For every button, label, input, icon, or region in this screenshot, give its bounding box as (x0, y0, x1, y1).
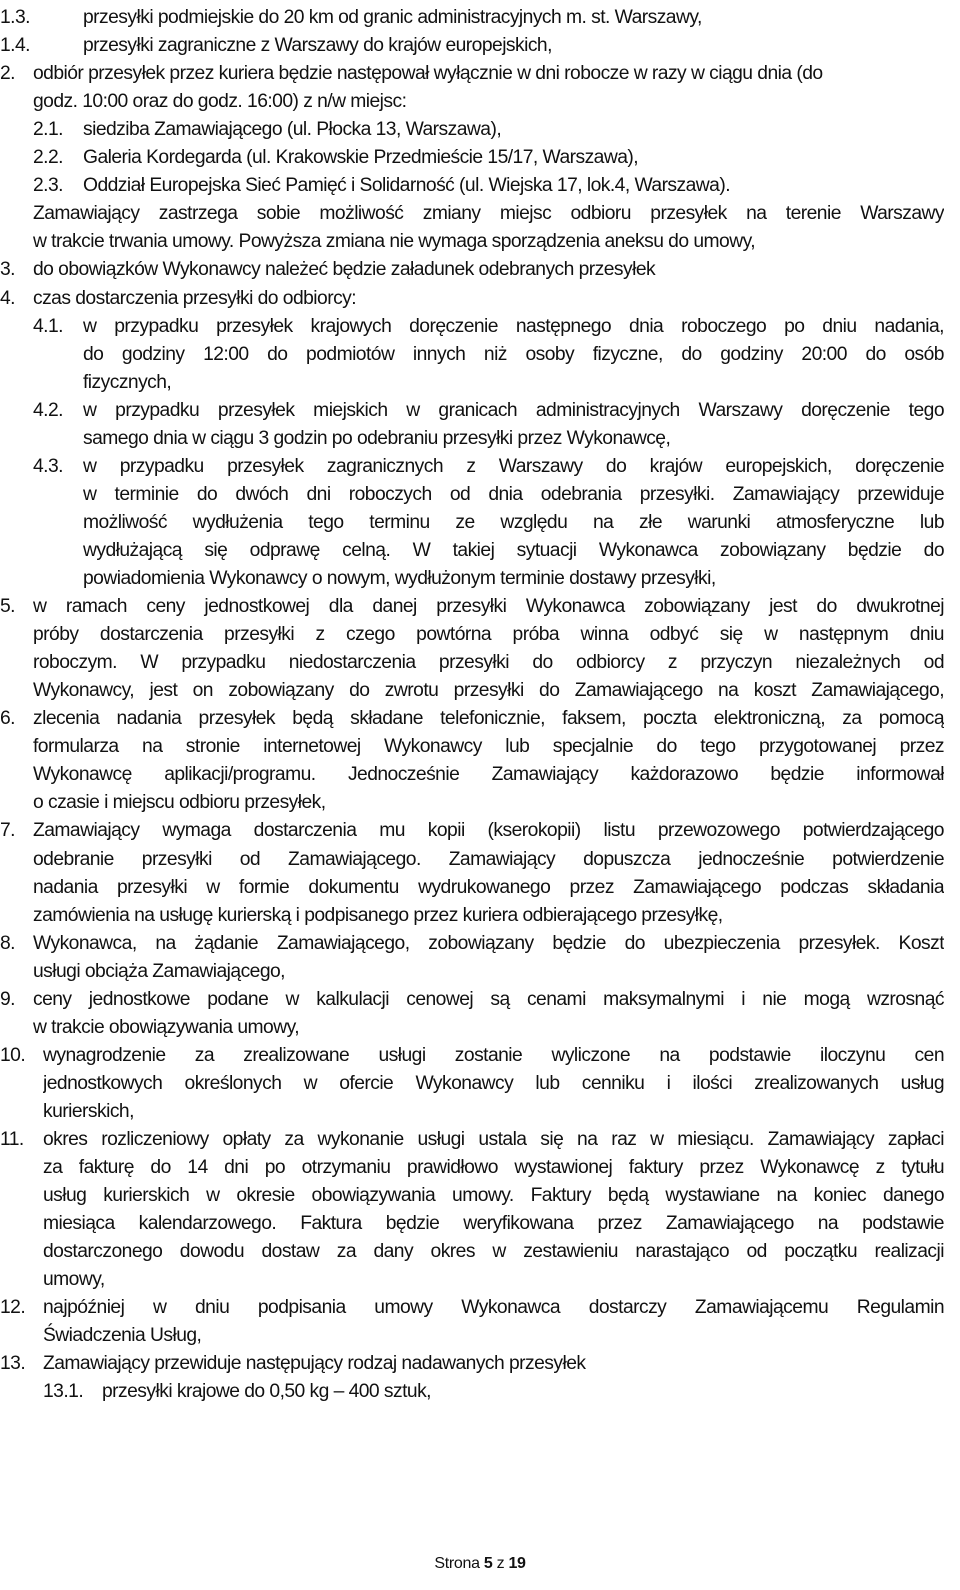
line-text: czas dostarczenia przesyłki do odbiorcy: (33, 287, 357, 309)
line-text: wydłużającą się odprawę celną. W takiej sytuacji Wykonawca zobowiązany będzie do (83, 539, 944, 561)
line-text: powiadomienia Wykonawcy o nowym, wydłużonym terminie dostawy przesyłki, (83, 568, 716, 589)
footer-prefix: Strona (434, 1555, 480, 1572)
line-text: miesiąca kalendarzowego. Faktura będzie weryfikowana przez Zamawiającego na podstawie (43, 1213, 944, 1235)
line-text: Wykonawca, na żądanie Zamawiającego, zobowiązany będzie do ubezpieczenia przesyłek. Koszt (33, 932, 944, 954)
item-number: 2.2. (33, 147, 63, 169)
item-number: 4.1. (33, 315, 63, 337)
item-number: 8. (0, 932, 15, 954)
line-text: w terminie do dwóch dni roboczych od dnia odebrania przesyłki. Zamawiający przewiduje (83, 483, 944, 505)
line-text: Zamawiający wymaga dostarczenia mu kopii (kserokopii) listu przewozowego potwierdzającego (33, 820, 944, 842)
footer-separator: z (496, 1555, 505, 1572)
item-number: 13.1. (43, 1381, 84, 1403)
line-text: Zamawiający zastrzega sobie możliwość zmiany miejsc odbioru przesyłek na terenie Warszawy (33, 203, 944, 225)
item-number: 2. (0, 63, 15, 85)
line-text: Zamawiający przewiduje następujący rodzaj nadawanych przesyłek (43, 1353, 586, 1375)
line-text: formularza na stronie internetowej Wykonawcy lub specjalnie do tego przygotowanej przez (33, 736, 944, 758)
footer-page-number: 5 (483, 1555, 493, 1572)
item-number: 11. (0, 1129, 24, 1150)
line-text: przesyłki krajowe do 0,50 kg – 400 sztuk, (102, 1381, 431, 1403)
line-text: dostarczonego dowodu dostaw za dany okres w zestawieniu narastająco od początku realizacji (43, 1241, 944, 1263)
line-text: Oddział Europejska Sieć Pamięć i Solidarność (ul. Wiejska 17, lok.4, Warszawa). (83, 175, 731, 197)
item-number: 12. (0, 1297, 26, 1319)
line-text: Wykonawcę aplikacji/programu. Jednocześnie Zamawiający każdorazowo będzie informował (33, 764, 944, 786)
line-text: o czasie i miejscu odbioru przesyłek, (33, 792, 326, 814)
item-number: 6. (0, 708, 15, 730)
line-text: Świadczenia Usług, (43, 1325, 202, 1347)
line-text: za fakturę do 14 dni po otrzymaniu prawidłowo wystawionej faktury przez Wykonawcę z tytułu (43, 1157, 944, 1179)
line-text: w trakcie trwania umowy. Powyższa zmiana nie wymaga sporządzenia aneksu do umowy, (33, 231, 756, 253)
line-text: samego dnia w ciągu 3 godzin po odebraniu przesyłki przez Wykonawcę, (83, 427, 671, 449)
item-number: 13. (0, 1353, 26, 1375)
line-text: jednostkowych określonych w ofercie Wykonawcy lub cenniku i ilości zrealizowanych usług (43, 1072, 944, 1094)
item-number: 2.1. (33, 119, 63, 141)
footer-total-pages: 19 (508, 1555, 526, 1572)
line-text: przesyłki podmiejskie do 20 km od granic administracyjnych m. st. Warszawy, (83, 7, 702, 28)
line-text: do godziny 12:00 do podmiotów innych niż osoby fizyczne, do godziny 20:00 do osób (83, 343, 944, 365)
page-footer (0, 1554, 960, 1574)
item-number: 1.4. (0, 35, 30, 57)
line-text: fizycznych, (83, 371, 172, 393)
item-number: 9. (0, 988, 15, 1010)
line-text: zlecenia nadania przesyłek będą składane telefonicznie, faksem, poczta elektroniczną, za pomocą (33, 708, 944, 730)
line-text: do obowiązków Wykonawcy należeć będzie załadunek odebranych przesyłek (33, 259, 656, 281)
line-text: w przypadku przesyłek zagranicznych z Warszawy do krajów europejskich, doręczenie (83, 455, 944, 477)
line-text: możliwość wydłużenia tego terminu ze względu na złe warunki atmosferyczne lub (83, 511, 944, 533)
line-text: w ramach ceny jednostkowej dla danej przesyłki Wykonawca zobowiązany jest do dwukrotnej (33, 596, 944, 618)
line-text: odebranie przesyłki od Zamawiającego. Zamawiający dopuszcza jednocześnie potwierdzenie (33, 848, 944, 870)
item-number: 4.2. (33, 399, 63, 421)
item-number: 4.3. (33, 455, 63, 477)
item-number: 7. (0, 820, 15, 842)
line-text: Galeria Kordegarda (ul. Krakowskie Przedmieście 15/17, Warszawa), (83, 147, 639, 169)
line-text: ceny jednostkowe podane w kalkulacji cenowej są cenami maksymalnymi i nie mogą wzrosnąć (33, 988, 944, 1010)
line-text: wynagrodzenie za zrealizowane usługi zostanie wyliczone na podstawie iloczynu cen (43, 1044, 944, 1066)
line-text: umowy, (43, 1269, 105, 1291)
item-number: 10. (0, 1044, 26, 1066)
line-text: nadania przesyłki w formie dokumentu wydrukowanego przez Zamawiającego podczas składania (33, 876, 944, 898)
line-text: w trakcie obowiązywania umowy, (33, 1016, 300, 1038)
item-number: 1.3. (0, 7, 30, 28)
line-text: godz. 10:00 oraz do godz. 16:00) z n/w miejsc: (33, 91, 407, 113)
line-text: przesyłki zagraniczne z Warszawy do krajów europejskich, (83, 35, 552, 57)
line-text: roboczym. W przypadku niedostarczenia przesyłki do odbiorcy z przyczyn niezależnych od (33, 652, 944, 674)
line-text: w przypadku przesyłek krajowych doręczenie następnego dnia roboczego po dniu nadania, (83, 315, 944, 337)
line-text: siedziba Zamawiającego (ul. Płocka 13, Warszawa), (83, 119, 502, 141)
line-text: próby dostarczenia przesyłki z czego powtórna próba winna odbyć się w następnym dniu (33, 624, 944, 646)
line-text: zamówienia na usługę kurierską i podpisanego przez kuriera odbierającego przesyłkę, (33, 904, 723, 926)
line-text: odbiór przesyłek przez kuriera będzie następował wyłącznie w dni robocze w razy w ciągu dnia (do (33, 63, 823, 85)
item-number: 4. (0, 287, 15, 309)
item-number: 3. (0, 259, 15, 281)
line-text: w przypadku przesyłek miejskich w granicach administracyjnych Warszawy doręczenie tego (83, 399, 944, 421)
item-number: 2.3. (33, 175, 63, 197)
line-text: usług kurierskich w okresie obowiązywania umowy. Faktury będą wystawiane na koniec danego (43, 1185, 944, 1207)
line-text: kurierskich, (43, 1100, 134, 1122)
item-number: 5. (0, 596, 15, 618)
line-text: Wykonawcy, jest on zobowiązany do zwrotu przesyłki do Zamawiającego na koszt Zamawiającego, (33, 680, 944, 702)
line-text: okres rozliczeniowy opłaty za wykonanie usługi ustala się na raz w miesiącu. Zamawiający zapłaci (43, 1129, 944, 1150)
line-text: najpóźniej w dniu podpisania umowy Wykonawca dostarczy Zamawiającemu Regulamin (43, 1297, 944, 1319)
line-text: usługi obciąża Zamawiającego, (33, 960, 285, 982)
